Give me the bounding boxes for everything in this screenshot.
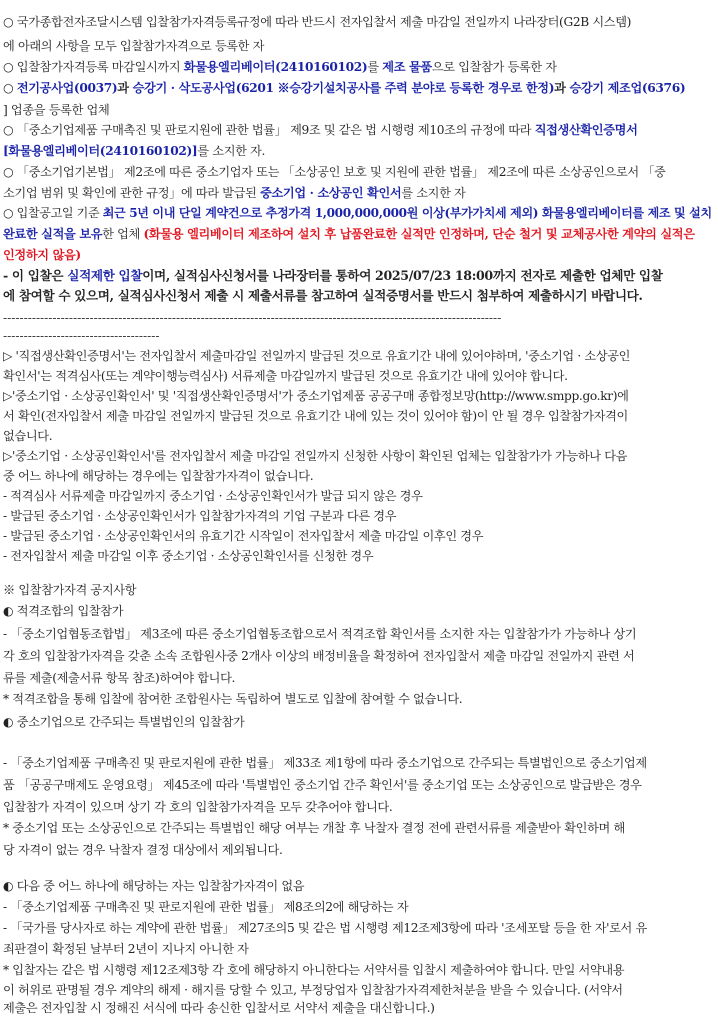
note-line: - 적격심사 서류제출 마감일까지 중소기업 · 소상공인확인서가 발급 되지 않은 경우 <box>3 489 423 503</box>
notice-line: 죄판결이 확정된 날부터 2년이 지나지 아니한 자 <box>3 942 249 956</box>
product-code: 화물용엘리베이터(2410160102) <box>183 60 368 74</box>
performance-requirement <box>3 203 712 223</box>
note-line: 확인서'는 적격심사(또는 계약이행능력심사) 서류제출 마감일까지 발급된 것으로 유효기간 내에 있어야 합니다. <box>3 369 568 383</box>
elevator-manufacturing: 승강기 제조업(6376) <box>569 81 686 95</box>
performance-note: (화물용 엘리베이터 제조하여 설치 후 납품완료한 실적만 인정하며, 단순 철거 및 교체공사한 계약의 실적은 <box>143 227 695 241</box>
text: ○ 「중소기업제품 구매촉진 및 판로지원에 관한 법률」 제9조 및 같은 법 시행령 제10조의 규정에 따라 <box>3 123 535 137</box>
notice-line: 당 자격이 없는 경우 낙찰자 결정 대상에서 제외됩니다. <box>3 843 283 857</box>
notice-subheading: ◐ 다음 중 어느 하나에 해당하는 자는 입찰참가자격이 없음 <box>3 879 305 893</box>
performance-criteria: 완료한 실적을 보유 <box>3 227 103 241</box>
notice-line: - 「중소기업제품 구매촉진 및 판로지원에 관한 법률」 제33조 제1항에 따라 중소기업으로 간주되는 특별법인으로 중소기업제 <box>3 756 647 770</box>
notice-line: 품 「공공구매제도 운영요령」 제45조에 따라 '특별법인 중소기업 간주 확인서'를 중소기업 또는 소상공인으로 발급받은 경우 <box>3 778 642 792</box>
business-registration-cont: ] 업종을 등록한 업체 <box>3 103 110 117</box>
restricted-bid: 실적제한 입찰 <box>67 268 143 283</box>
text: 과 <box>554 81 570 95</box>
notice-line: 각 호의 입찰참가자격을 갖춘 소속 조합원사중 2개사 이상의 배정비율을 확정하여 전자입찰서 제출 마감일 전일까지 관련 서 <box>3 649 635 663</box>
text: ○ 입찰공고일 기준 <box>3 206 103 220</box>
note-line: - 발급된 중소기업 · 소상공인확인서의 유효기간 시작일이 전자입찰서 제출 마감일 이후인 경우 <box>3 529 484 543</box>
notice-line: * 중소기업 또는 소상공인으로 간주되는 특별법인 해당 여부는 개찰 후 낙찰자 결정 전에 관련서류를 제출받아 확인하며 해 <box>3 821 625 835</box>
text: 으로 입찰참가 등록한 자 <box>431 60 557 74</box>
notice-line: 입찰참가 자격이 있으며 상기 각 호의 입찰참가자격을 모두 갖추어야 합니다. <box>3 800 393 814</box>
notice-subheading: ◐ 중소기업으로 간주되는 특별법인의 입찰참가 <box>3 715 245 729</box>
note-line: ▷'중소기업 · 소상공인확인서' 및 '직접생산확인증명서'가 중소기업제품 공공구매 종합정보망(http://www.smpp.go.kr)에 <box>3 389 629 403</box>
item-registration <box>3 57 557 77</box>
note-line: 중 어느 하나에 해당하는 경우에는 입찰참가자격이 없습니다. <box>3 469 314 483</box>
note-line: 서 확인(전자입찰서 제출 마감일 전일까지 발급된 것으로 유효기간 내에 있는 것이 있어야 함)이 안 될 경우 입찰참가자격이 <box>3 409 628 423</box>
notice-line: 이 허위로 판명될 경우 계약의 해제 · 해지를 당할 수 있고, 부정당업자 입찰참가자격제한처분을 받을 수 있습니다. (서약서 <box>3 983 623 997</box>
notice-line: - 「국가를 당사자로 하는 계약에 관한 법률」 제27조의5 및 같은 법 시행령 제12조제3항에 따라 '조세포탈 등을 한 자'로서 유 <box>3 921 647 935</box>
divider: -------------------------------------- <box>3 329 160 343</box>
direct-production-cont <box>3 141 265 161</box>
text: - 이 입찰은 <box>3 268 68 283</box>
notice-line: * 입찰자는 같은 법 시행령 제12조제3항 각 호에 해당하지 아니한다는 서약서를 입찰시 제출하여야 합니다. 만일 서약내용 <box>3 963 625 977</box>
sme-certificate: 중소기업 · 소상공인 확인서 <box>260 186 402 200</box>
text: 를 <box>367 60 383 74</box>
qualification-intro-cont: 에 아래의 사항을 모두 입찰참가자격으로 등록한 자 <box>3 39 265 53</box>
restricted-bid-notice <box>3 266 663 286</box>
elevator-construction: 승강기 · 삭도공사업(6201 ※승강기설치공사를 주력 분야로 등록한 경우로 한정) <box>132 81 555 95</box>
text: 한 업체 <box>102 227 144 241</box>
qualification-intro: ○ 국가종합전자조달시스템 입찰참가자격등록규정에 따라 반드시 전자입찰서 제출 마감일 전일까지 나라장터(G2B 시스템) <box>3 15 632 29</box>
notice-heading: ※ 입찰참가자격 공지사항 <box>3 583 137 597</box>
sme-confirmation-cont <box>3 183 465 203</box>
product-code: [화물용엘리베이터(2410160102)] <box>3 144 198 158</box>
notice-line: 제출은 전자입찰 시 정해진 서식에 따라 송신한 입찰서로 서약서 제출을 대신합니다.) <box>3 1001 435 1015</box>
notice-line: - 「중소기업협동조합법」 제3조에 따른 중소기업협동조합으로서 적격조합 확인서를 소지한 자는 입찰참가가 가능하나 상기 <box>3 627 637 641</box>
notice-line: - 「중소기업제품 구매촉진 및 판로지원에 관한 법률」 제8조의2에 해당하는 자 <box>3 900 409 914</box>
note-line: ▷'중소기업 · 소상공인확인서'를 전자입찰서 제출 마감일 전일까지 신청한 사항이 확인된 업체는 입찰참가가 가능하나 다음 <box>3 449 628 463</box>
performance-note: 인정하지 않음) <box>3 248 81 262</box>
sme-confirmation: ○ 「중소기업기본법」 제2조에 따른 중소기업자 또는 「소상공인 보호 및 지원에 관한 법률」 제2조에 따른 소상공인으로서 「중 <box>3 165 666 179</box>
performance-criteria: 최근 5년 이내 단일 계약건으로 추정가격 1,000,000,000원 이상(부가가치세 제외) 화물용엘리베이터를 제조 및 설치 <box>102 206 712 220</box>
note-line: - 전자입찰서 제출 마감일 이후 중소기업 · 소상공인확인서를 신청한 경우 <box>3 549 374 563</box>
note-line: ▷ '직접생산확인증명서'는 전자입찰서 제출마감일 전일까지 발급된 것으로 유효기간 내에 있어야하며, '중소기업 · 소상공인 <box>3 349 631 363</box>
text: ○ <box>3 81 17 95</box>
certificate-name: 직접생산확인증명서 <box>534 123 638 137</box>
note-line: - 발급된 중소기업 · 소상공인확인서가 입찰참가자격의 기업 구분과 다른 경우 <box>3 509 397 523</box>
divider: ------------------------------------------------------------------------------------------------------------------------- <box>3 311 502 325</box>
restricted-bid-notice-cont: 에 참여할 수 있으며, 실적심사신청서 제출 시 제출서류를 참고하여 실적증명서를 반드시 첨부하여 제출하시기 바랍니다. <box>3 288 643 303</box>
notice-subheading: ◐ 적격조합의 입찰참가 <box>3 604 124 618</box>
text: 과 <box>117 81 133 95</box>
business-registration <box>3 78 685 98</box>
text: 를 소지한 자. <box>197 144 266 158</box>
notice-line: * 적격조합을 통해 입찰에 참여한 조합원사는 독립하여 별도로 입찰에 참여할 수 없습니다. <box>3 692 463 706</box>
text: 이며, 실적심사신청서를 나라장터를 통하여 2025/07/23 18:00까지 전자로 제출한 업체만 입찰 <box>142 268 663 283</box>
text: 를 소지한 자 <box>401 186 466 200</box>
text: ○ 입찰참가자격등록 마감일시까지 <box>3 60 184 74</box>
product-type: 제조 물품 <box>382 60 432 74</box>
performance-requirement-cont <box>3 224 695 244</box>
performance-note-cont <box>3 245 81 265</box>
notice-line: 류를 제출(제출서류 항목 참조)하여야 합니다. <box>3 671 236 685</box>
note-line: 없습니다. <box>3 429 53 443</box>
electrical-business: 전기공사업(0037) <box>16 81 118 95</box>
direct-production <box>3 120 638 140</box>
text: 소기업 범위 및 확인에 관한 규정」에 따라 발급된 <box>3 186 261 200</box>
